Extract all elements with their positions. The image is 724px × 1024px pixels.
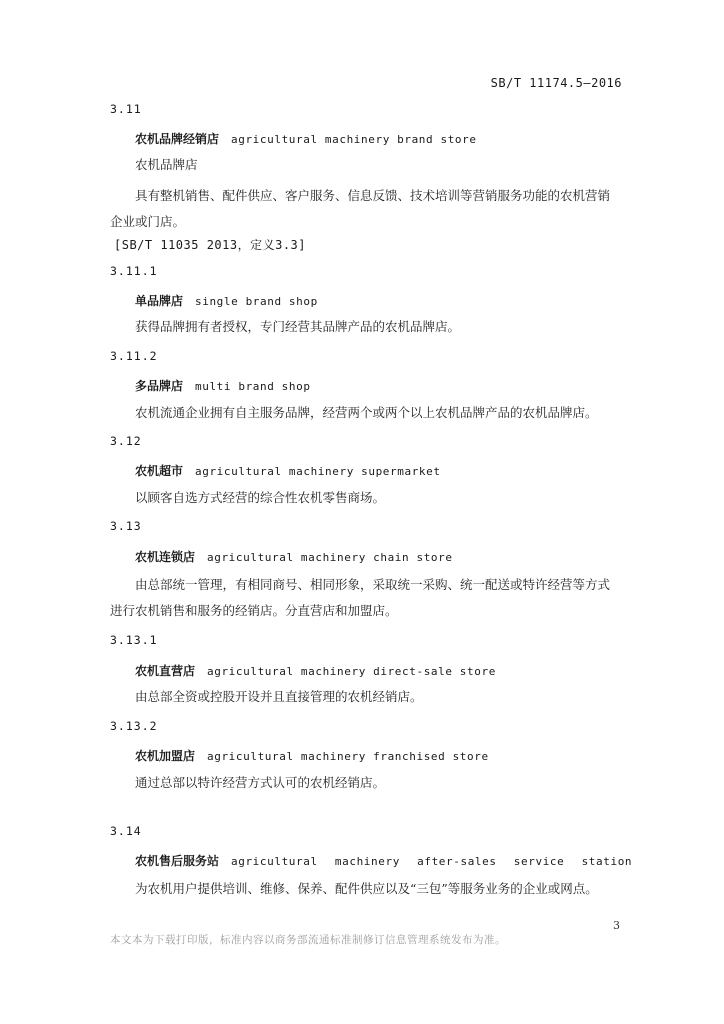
term-definition: 具有整机销售、配件供应、客户服务、信息反馈、技术培训等营销服务功能的农机营销企业或门店。 <box>110 188 611 229</box>
term-heading <box>135 292 318 309</box>
term-heading <box>135 130 477 147</box>
term-synonym: 农机品牌店 <box>135 157 198 172</box>
term-zh: 农机品牌经销店 <box>135 132 220 146</box>
clause-number: 3.13.1 <box>110 633 158 647</box>
page-number: 3 <box>613 919 620 932</box>
term-definition: 获得品牌拥有者授权，专门经营其品牌产品的农机品牌店。 <box>135 319 461 334</box>
clause-number: 3.13 <box>110 519 142 533</box>
term-heading <box>135 747 489 764</box>
term-definition: 由总部统一管理，有相同商号、相同形象，采取统一采购、统一配送或特许经营等方式进行农机销售和服务的经销店。分直营店和加盟店。 <box>110 577 611 618</box>
footer-note: 本文本为下载打印版，标准内容以商务部流通标准制修订信息管理系统发布为准。 <box>110 934 506 946</box>
clause-number: 3.11 <box>110 102 142 116</box>
term-en: multi brand shop <box>195 380 311 393</box>
term-en: agricultural machinery franchised store <box>207 750 489 763</box>
term-heading <box>135 548 453 565</box>
clause-number: 3.12 <box>110 434 142 448</box>
term-en: agricultural machinery direct-sale store <box>207 665 496 678</box>
term-source: [SB/T 11035 2013，定义3.3] <box>114 238 306 252</box>
term-zh: 农机加盟店 <box>135 749 196 763</box>
term-en: agricultural machinery brand store <box>231 133 477 146</box>
standard-number: SB/T 11174.5—2016 <box>490 76 622 90</box>
term-definition: 以顾客自选方式经营的综合性农机零售商场。 <box>135 490 386 505</box>
term-heading <box>135 377 311 394</box>
clause-number: 3.11.1 <box>110 264 158 278</box>
term-zh: 农机直营店 <box>135 664 196 678</box>
term-en: single brand shop <box>195 295 318 308</box>
term-heading <box>135 462 441 479</box>
term-definition: 通过总部以特许经营方式认可的农机经销店。 <box>135 775 386 790</box>
term-zh: 多品牌店 <box>135 379 184 393</box>
term-zh: 单品牌店 <box>135 294 184 308</box>
term-zh: 农机超市 <box>135 464 184 478</box>
clause-number: 3.11.2 <box>110 349 158 363</box>
term-heading <box>135 852 632 869</box>
term-heading <box>135 662 496 679</box>
term-zh: 农机连锁店 <box>135 550 196 564</box>
term-en: agricultural machinery chain store <box>207 551 453 564</box>
clause-number: 3.13.2 <box>110 719 158 733</box>
term-definition: 农机流通企业拥有自主服务品牌，经营两个或两个以上农机品牌产品的农机品牌店。 <box>135 405 598 420</box>
term-en: agricultural machinery supermarket <box>195 465 441 478</box>
clause-number: 3.14 <box>110 824 142 838</box>
term-en: agricultural machinery after-sales service station <box>231 855 633 868</box>
term-zh: 农机售后服务站 <box>135 854 220 868</box>
term-definition: 为农机用户提供培训、维修、保养、配件供应以及“三包”等服务业务的企业或网点。 <box>135 881 598 896</box>
term-definition: 由总部全资或控股开设并且直接管理的农机经销店。 <box>135 689 423 704</box>
